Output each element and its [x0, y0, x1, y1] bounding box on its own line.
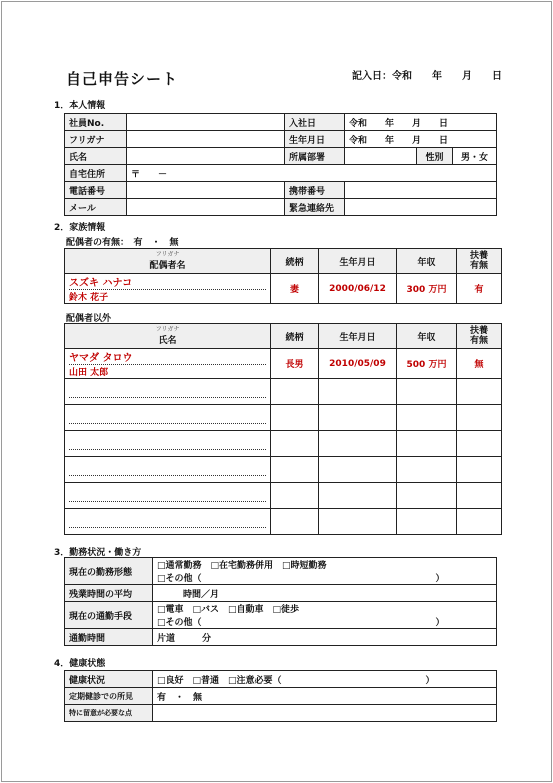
family-name-cell[interactable]: [65, 349, 271, 379]
family-income[interactable]: [397, 379, 457, 405]
label-address: 自宅住所: [65, 165, 127, 182]
work-style-other[interactable]: □その他（ ）: [157, 574, 445, 584]
section-2-heading: 2．家族情報: [54, 223, 106, 233]
family-name-cell[interactable]: [65, 457, 271, 483]
header-dependent: 扶養 有無: [457, 249, 502, 274]
label-phone: 電話番号: [65, 182, 127, 199]
section-1-heading: 1．本人情報: [54, 101, 106, 111]
furigana-caption: フリガナ: [155, 251, 180, 258]
header-income: 年収: [397, 249, 457, 274]
family-birth[interactable]: [319, 509, 397, 535]
label-work-style: 現在の勤務形態: [65, 558, 153, 585]
spouse-dependent[interactable]: 有: [457, 274, 502, 304]
name-field[interactable]: [127, 148, 285, 165]
dept-field[interactable]: [345, 148, 417, 165]
checkup-field[interactable]: 有 ・ 無: [153, 688, 497, 705]
spouse-birth[interactable]: 2000/06/12: [319, 274, 397, 304]
label-checkup: 定期健診での所見: [65, 688, 153, 705]
family-relation[interactable]: [271, 457, 319, 483]
label-dept: 所属部署: [285, 148, 345, 165]
label-email: メール: [65, 199, 127, 216]
family-dependent[interactable]: [457, 483, 502, 509]
label-mobile: 携帯番号: [285, 182, 345, 199]
label-name: 氏名: [65, 148, 127, 165]
label-commute-time: 通勤時間: [65, 629, 153, 646]
join-date-field[interactable]: 令和 年 月 日: [345, 114, 497, 131]
label-birth: 生年月日: [285, 131, 345, 148]
family-relation[interactable]: 長男: [271, 349, 319, 379]
commute-time-field[interactable]: 片道 分: [153, 629, 497, 646]
family-dependent[interactable]: [457, 457, 502, 483]
notes-field[interactable]: [153, 705, 497, 722]
commute-other[interactable]: □その他（ ）: [157, 618, 445, 628]
emergency-field[interactable]: [345, 199, 497, 216]
family-relation[interactable]: [271, 483, 319, 509]
family-name-cell[interactable]: [65, 483, 271, 509]
label-furigana: フリガナ: [65, 131, 127, 148]
mobile-field[interactable]: [345, 182, 497, 199]
family-table: [64, 323, 502, 535]
health-options[interactable]: □良好 □普通 □注意必要（ ）: [153, 671, 497, 688]
others-label: 配偶者以外: [66, 314, 112, 324]
label-health: 健康状況: [65, 671, 153, 688]
label-notes: 特に留意が必要な点: [65, 705, 153, 722]
header-birth: 生年月日: [319, 324, 397, 349]
document-title: 自己申告シート: [66, 70, 179, 88]
header-relation: 続柄: [271, 324, 319, 349]
family-relation[interactable]: [271, 405, 319, 431]
family-birth[interactable]: [319, 379, 397, 405]
family-income[interactable]: [397, 483, 457, 509]
family-birth[interactable]: [319, 483, 397, 509]
family-dependent[interactable]: [457, 379, 502, 405]
label-overtime: 残業時間の平均: [65, 585, 153, 602]
family-income[interactable]: [397, 457, 457, 483]
label-emp-no: 社員No.: [65, 114, 127, 131]
birth-field[interactable]: 令和 年 月 日: [345, 131, 497, 148]
family-dependent[interactable]: [457, 405, 502, 431]
spouse-question: 配偶者の有無： 有 ・ 無: [66, 238, 179, 248]
furigana-field[interactable]: [127, 131, 285, 148]
spouse-relation[interactable]: 妻: [271, 274, 319, 304]
phone-field[interactable]: [127, 182, 285, 199]
entry-date: 記入日：令和 年 月 日: [352, 71, 502, 82]
section-4-heading: 4．健康状態: [54, 659, 106, 669]
header-relation: 続柄: [271, 249, 319, 274]
family-birth[interactable]: [319, 405, 397, 431]
spouse-income[interactable]: 300 万円: [397, 274, 457, 304]
family-income[interactable]: 500 万円: [397, 349, 457, 379]
commute-options[interactable]: [153, 602, 497, 629]
gender-field[interactable]: 男・女: [453, 148, 497, 165]
section-3-heading: 3．勤務状況・働き方: [54, 548, 142, 558]
emp-no-field[interactable]: [127, 114, 285, 131]
family-name-cell[interactable]: [65, 431, 271, 457]
email-field[interactable]: [127, 199, 285, 216]
name-caption: 氏名: [158, 336, 177, 346]
spouse-table: [64, 248, 502, 304]
family-kana: ヤマダ タロウ: [69, 349, 266, 365]
spouse-name-caption: 配偶者名: [149, 261, 186, 271]
overtime-field[interactable]: 時間／月: [153, 585, 497, 602]
address-field[interactable]: 〒 －: [127, 165, 497, 182]
commute-choices[interactable]: □電車 □バス □自動車 □徒歩: [157, 605, 300, 615]
work-style-options[interactable]: [153, 558, 497, 585]
header-income: 年収: [397, 324, 457, 349]
spouse-kana: スズキ ハナコ: [69, 274, 266, 290]
family-name-cell[interactable]: [65, 379, 271, 405]
family-name-cell[interactable]: [65, 509, 271, 535]
family-kanji: 山田 太郎: [69, 368, 109, 378]
family-income[interactable]: [397, 405, 457, 431]
family-relation[interactable]: [271, 509, 319, 535]
header-dependent: 扶養 有無: [457, 324, 502, 349]
family-birth[interactable]: 2010/05/09: [319, 349, 397, 379]
family-birth[interactable]: [319, 431, 397, 457]
personal-info-table: [64, 113, 497, 216]
work-style-choices[interactable]: □通常勤務 □在宅勤務併用 □時短勤務: [157, 561, 327, 571]
label-emergency: 緊急連絡先: [285, 199, 345, 216]
family-dependent[interactable]: [457, 431, 502, 457]
header-spouse-name: [65, 249, 271, 274]
label-join-date: 入社日: [285, 114, 345, 131]
header-name: [65, 324, 271, 349]
family-income[interactable]: [397, 431, 457, 457]
label-commute: 現在の通勤手段: [65, 602, 153, 629]
work-table: [64, 557, 497, 646]
family-birth[interactable]: [319, 457, 397, 483]
family-dependent[interactable]: 無: [457, 349, 502, 379]
family-name-cell[interactable]: [65, 405, 271, 431]
family-relation[interactable]: [271, 379, 319, 405]
label-gender: 性別: [417, 148, 453, 165]
spouse-name-cell[interactable]: [65, 274, 271, 304]
family-income[interactable]: [397, 509, 457, 535]
health-table: [64, 670, 497, 722]
family-dependent[interactable]: [457, 509, 502, 535]
family-relation[interactable]: [271, 431, 319, 457]
spouse-kanji: 鈴木 花子: [69, 293, 109, 303]
header-birth: 生年月日: [319, 249, 397, 274]
furigana-caption: フリガナ: [155, 326, 180, 333]
